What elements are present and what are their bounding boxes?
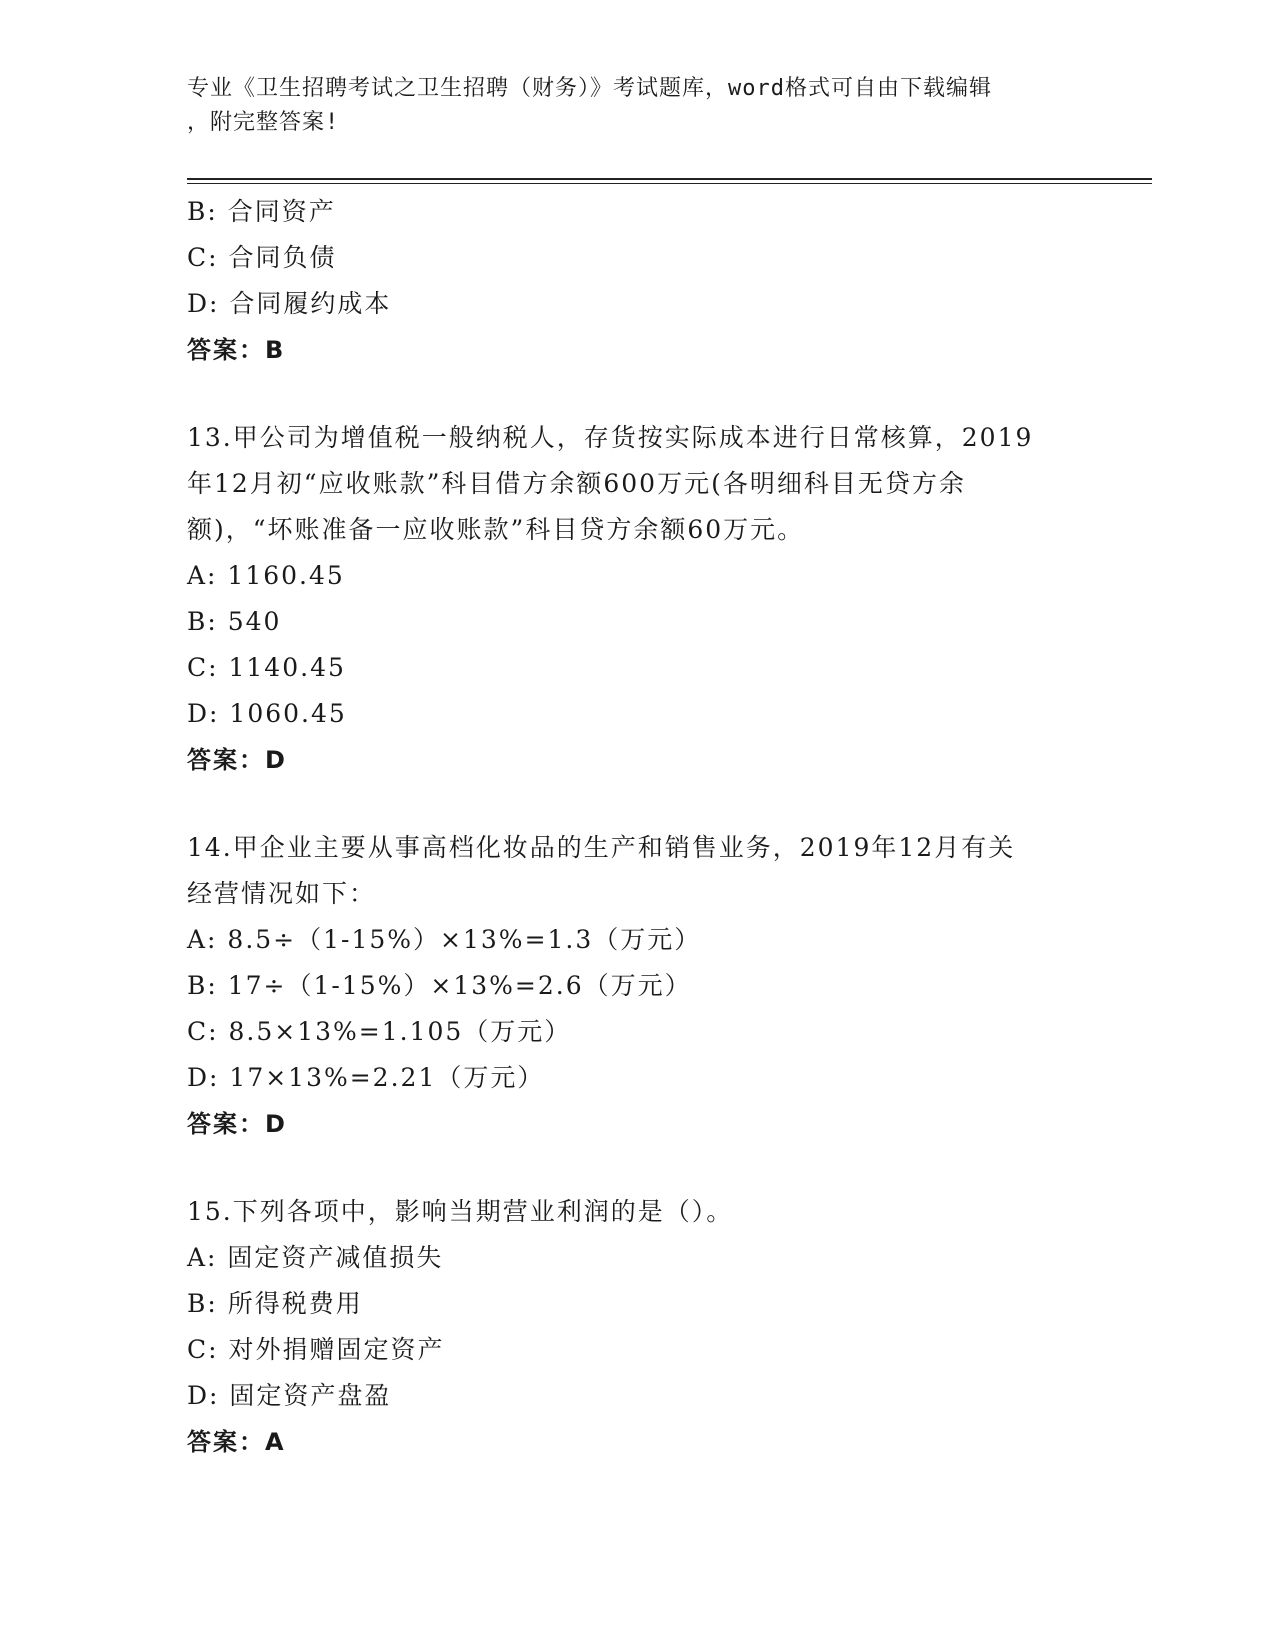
question-13 (187, 415, 1087, 783)
question-stem-line: 经营情况如下： (187, 879, 377, 908)
question-spacer (187, 373, 1087, 415)
option-c: C: 对外捐赠固定资产 (187, 1335, 445, 1364)
question-spacer (187, 783, 1087, 825)
document-header (187, 72, 1067, 140)
header-divider-thick (187, 178, 1152, 180)
answer-line: 答案：A (187, 1428, 286, 1456)
option-b: B: 17÷（1-15%）×13%=2.6（万元） (187, 971, 692, 1000)
header-line-1: 专业《卫生招聘考试之卫生招聘（财务）》考试题库，word格式可自由下载编辑 (187, 76, 992, 101)
option-c: C: 合同负债 (187, 243, 337, 272)
question-stem-line: 14.甲企业主要从事高档化妆品的生产和销售业务，2019年12月有关 (187, 833, 1016, 862)
answer-line: 答案：B (187, 336, 286, 364)
question-stem-line: 额)，“坏账准备一应收账款”科目贷方余额60万元。 (187, 515, 805, 544)
answer-line: 答案：D (187, 746, 287, 774)
question-12-tail (187, 189, 1087, 373)
option-d: D: 固定资产盘盈 (187, 1381, 392, 1410)
option-b: B: 540 (187, 607, 282, 636)
option-c: C: 8.5×13%=1.105（万元） (187, 1017, 572, 1046)
header-divider-thin (187, 183, 1152, 184)
option-d: D: 17×13%=2.21（万元） (187, 1063, 545, 1092)
option-a: A: 固定资产减值损失 (187, 1243, 444, 1272)
question-stem-line: 13.甲公司为增值税一般纳税人，存货按实际成本进行日常核算，2019 (187, 423, 1034, 452)
question-15 (187, 1189, 1087, 1465)
option-a: A: 1160.45 (187, 561, 345, 590)
option-c: C: 1140.45 (187, 653, 346, 682)
question-stem-line: 年12月初“应收账款”科目借方余额600万元(各明细科目无贷方余 (187, 469, 966, 498)
question-stem-line: 15.下列各项中，影响当期营业利润的是（）。 (187, 1197, 734, 1226)
option-d: D: 1060.45 (187, 699, 347, 728)
option-a: A: 8.5÷（1-15%）×13%=1.3（万元） (187, 925, 702, 954)
answer-line: 答案：D (187, 1110, 287, 1138)
option-d: D: 合同履约成本 (187, 289, 392, 318)
question-spacer (187, 1147, 1087, 1189)
question-list (187, 189, 1087, 1465)
option-b: B: 所得税费用 (187, 1289, 363, 1318)
header-line-2: ，附完整答案! (187, 110, 340, 135)
option-b: B: 合同资产 (187, 197, 336, 226)
question-14 (187, 825, 1087, 1147)
